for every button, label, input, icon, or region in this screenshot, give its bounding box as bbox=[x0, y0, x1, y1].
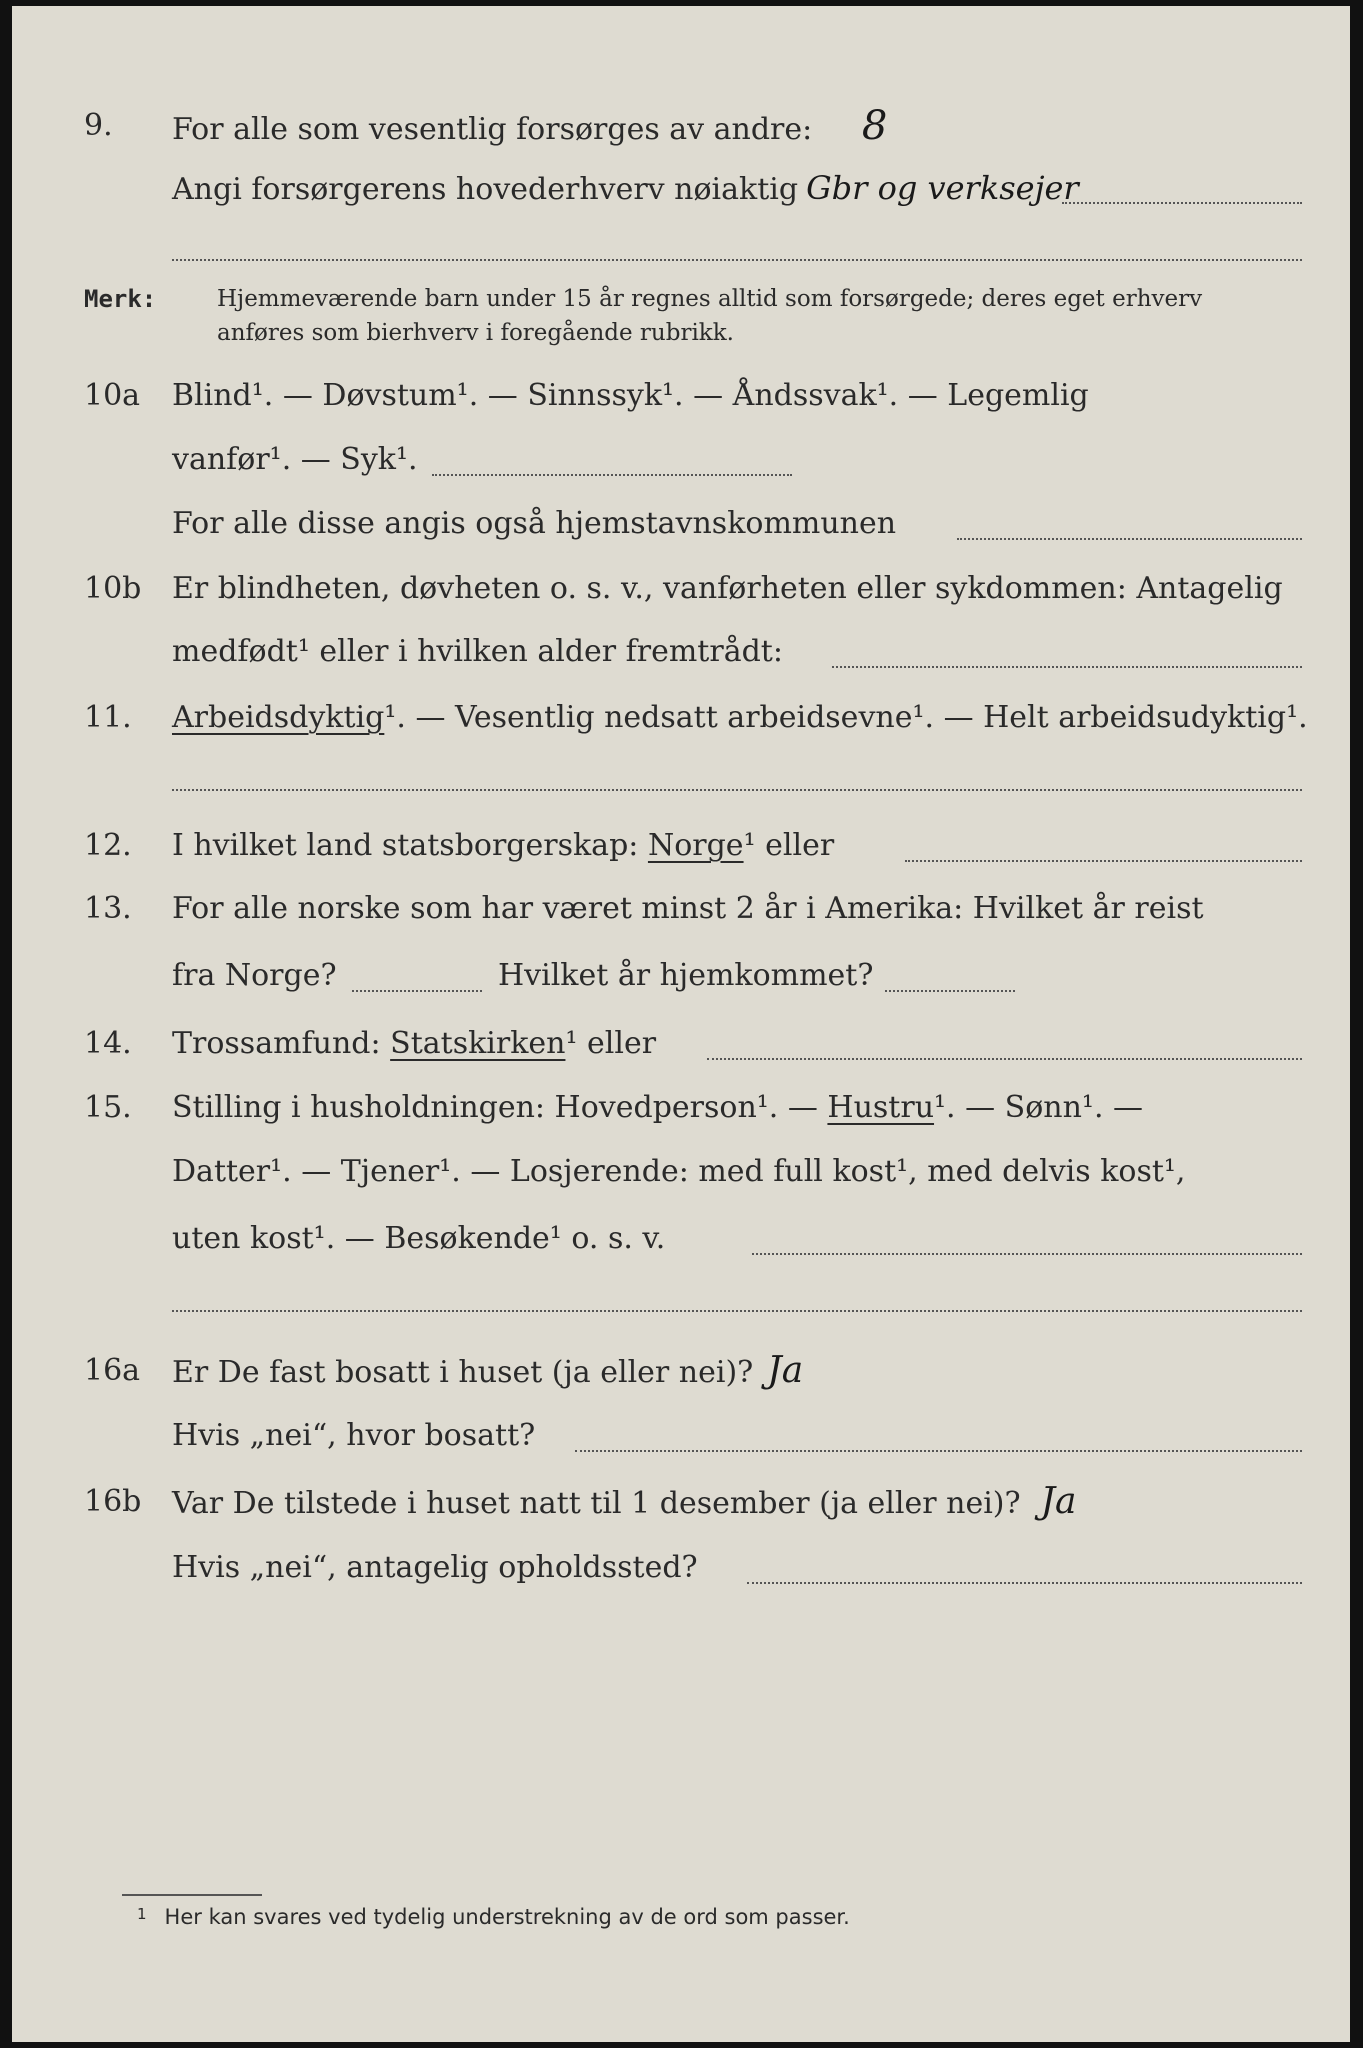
q16a-answer[interactable]: Ja bbox=[767, 1350, 804, 1391]
q10a-field[interactable] bbox=[432, 474, 792, 476]
q10b-number: 10b bbox=[84, 571, 142, 606]
q14-field[interactable] bbox=[707, 1058, 1302, 1060]
q14-answer-statskirken[interactable]: Statskirken bbox=[390, 1026, 566, 1061]
merk-label: Merk: bbox=[84, 285, 157, 313]
q12-field[interactable] bbox=[905, 860, 1302, 862]
merk-text-1: Hjemmeværende barn under 15 år regnes alltid som forsørgede; deres eget erhverv bbox=[217, 286, 1203, 312]
q15-answer-hustru[interactable]: Hustru bbox=[827, 1090, 935, 1125]
q15-extra-field[interactable] bbox=[172, 1310, 1302, 1312]
q9-number: 9. bbox=[84, 108, 113, 143]
q16a-text-1: Er De fast bosatt i huset (ja eller nei)? Ja bbox=[172, 1350, 804, 1391]
q10a-text-2[interactable]: vanfør¹. — Syk¹. bbox=[172, 442, 418, 477]
footnote bbox=[137, 1905, 850, 1929]
merk-text-2: anføres som bierhverv i foregående rubrikk. bbox=[217, 320, 734, 346]
q10a-home-field[interactable] bbox=[957, 538, 1302, 540]
q11-text: Arbeidsdyktig¹. — Vesentlig nedsatt arbeidsevne¹. — Helt arbeidsudyktig¹. bbox=[172, 700, 1308, 735]
census-form-page bbox=[12, 6, 1350, 2042]
q13-year-left-field[interactable] bbox=[352, 990, 482, 992]
q12-number: 12. bbox=[84, 828, 132, 863]
q11-extra-field[interactable] bbox=[172, 789, 1302, 791]
q15-number: 15. bbox=[84, 1090, 132, 1125]
q9-occupation-field[interactable] bbox=[1062, 202, 1302, 204]
q16a-text-2: Hvis „nei“, hvor bosatt? bbox=[172, 1418, 536, 1453]
q15-text-2: Datter¹. — Tjener¹. — Losjerende: med full kost¹, med delvis kost¹, bbox=[172, 1154, 1186, 1189]
q9-question: For alle som vesentlig forsørges av andre: 8 bbox=[172, 103, 888, 149]
q11-answer-arbeidsdyktig[interactable]: Arbeidsdyktig bbox=[172, 700, 385, 735]
q12-text: I hvilket land statsborgerskap: Norge¹ eller bbox=[172, 828, 835, 863]
q13-text-2b: Hvilket år hjemkommet? bbox=[498, 958, 874, 993]
q15-field[interactable] bbox=[752, 1253, 1302, 1255]
q10a-text-1[interactable]: Blind¹. — Døvstum¹. — Sinnssyk¹. — Åndssvak¹. — Legemlig bbox=[172, 378, 1089, 413]
q16a-field[interactable] bbox=[575, 1450, 1302, 1452]
q13-text-2a: fra Norge? bbox=[172, 958, 337, 993]
q9-answer-occupation[interactable]: Gbr og verksejer bbox=[806, 169, 1079, 207]
footnote-text: Her kan svares ved tydelig understrekning av de ord som passer. bbox=[164, 1905, 850, 1929]
q14-text: Trossamfund: Statskirken¹ eller bbox=[172, 1026, 657, 1061]
q13-number: 13. bbox=[84, 891, 132, 926]
q13-text-1: For alle norske som har været minst 2 år i Amerika: Hvilket år reist bbox=[172, 891, 1204, 926]
q9-answer-count[interactable]: 8 bbox=[861, 103, 888, 149]
q12-answer-norge[interactable]: Norge bbox=[647, 828, 744, 863]
q10b-text-2: medfødt¹ eller i hvilken alder fremtrådt: bbox=[172, 634, 783, 669]
q16b-field[interactable] bbox=[747, 1582, 1302, 1584]
footnote-rule bbox=[122, 1894, 262, 1896]
q10b-text-1: Er blindheten, døvheten o. s. v., vanførheten eller sykdommen: Antagelig bbox=[172, 571, 1283, 606]
q10b-field[interactable] bbox=[832, 666, 1302, 668]
q11-number: 11. bbox=[84, 700, 132, 735]
q16b-answer[interactable]: Ja bbox=[1040, 1481, 1077, 1522]
q13-year-return-field[interactable] bbox=[885, 990, 1015, 992]
q14-number: 14. bbox=[84, 1026, 132, 1061]
footnote-mark: 1 bbox=[137, 1905, 147, 1923]
q10a-text-3: For alle disse angis også hjemstavnskommunen bbox=[172, 506, 897, 541]
q9-extra-field[interactable] bbox=[172, 259, 1302, 261]
q16b-text-2: Hvis „nei“, antagelig opholdssted? bbox=[172, 1550, 698, 1585]
q16b-text-1: Var De tilstede i huset natt til 1 desember (ja eller nei)? Ja bbox=[172, 1481, 1077, 1522]
q16b-number: 16b bbox=[84, 1484, 142, 1519]
q15-text-1: Stilling i husholdningen: Hovedperson¹. — Hustru¹. — Sønn¹. — bbox=[172, 1090, 1144, 1125]
q10a-number: 10a bbox=[84, 378, 141, 413]
q9-occupation-label: Angi forsørgerens hovederhverv nøiaktig Gbr og verksejer bbox=[172, 169, 1079, 207]
q15-text-3: uten kost¹. — Besøkende¹ o. s. v. bbox=[172, 1221, 666, 1256]
q16a-number: 16a bbox=[84, 1353, 141, 1388]
